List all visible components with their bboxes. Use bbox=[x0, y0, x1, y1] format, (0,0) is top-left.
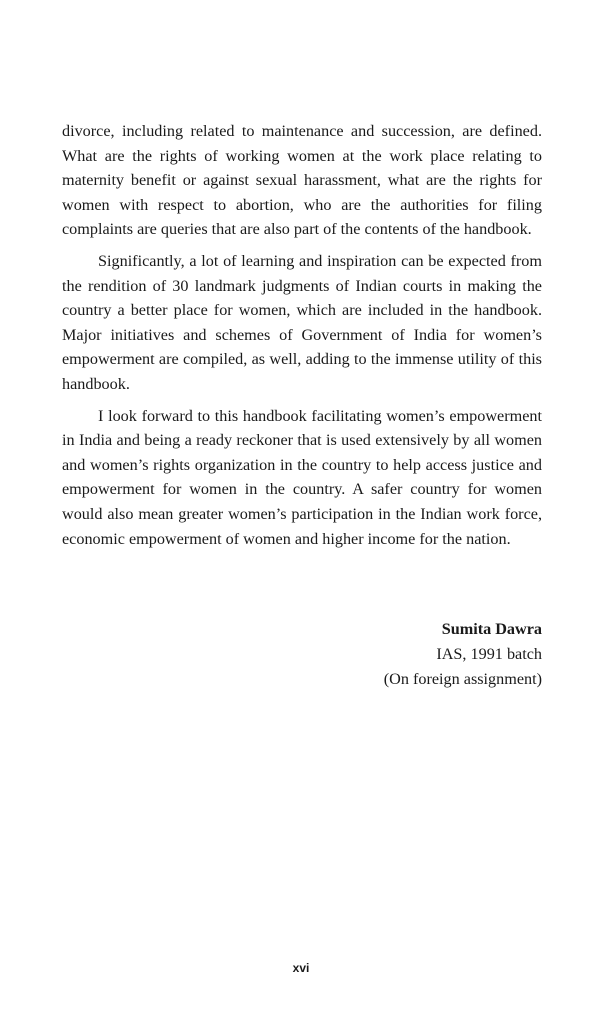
page-number: xvi bbox=[292, 961, 310, 975]
signatory-name: Sumita Dawra bbox=[441, 620, 542, 638]
paragraph-look-forward: I look forward to this handbook facilitating women’s empowerment in India and being a ready reckoner that is used extensively by all women and women’s rights organization in the country to help access justice and empowerment for women in the country. A safer country for women would also mean greater women’s participation in the Indian work force, economic empowerment of women and higher income for the nation. bbox=[62, 406, 542, 548]
body-text bbox=[62, 119, 542, 558]
paragraph-landmark-judgments: Significantly, a lot of learning and inspiration can be expected from the rendition of 30 landmark judgments of Indian courts in making the country a better place for women, which are included in the handbook. Major initiatives and schemes of Government of India for women’s empowerment are compiled, as well, adding to the immense utility of this handbook. bbox=[62, 251, 542, 393]
paragraph-continuation: divorce, including related to maintenance and succession, are defined. What are the rights of working women at the work place relating to maternity benefit or against sexual harassment, what are the rights for women with respect to abortion, who are the authorities for filing complaints are queries that are also part of the contents of the handbook. bbox=[62, 122, 542, 239]
signatory-designation: IAS, 1991 batch bbox=[436, 645, 542, 663]
signatory-note: (On foreign assignment) bbox=[383, 670, 542, 688]
signature-block bbox=[242, 617, 542, 692]
